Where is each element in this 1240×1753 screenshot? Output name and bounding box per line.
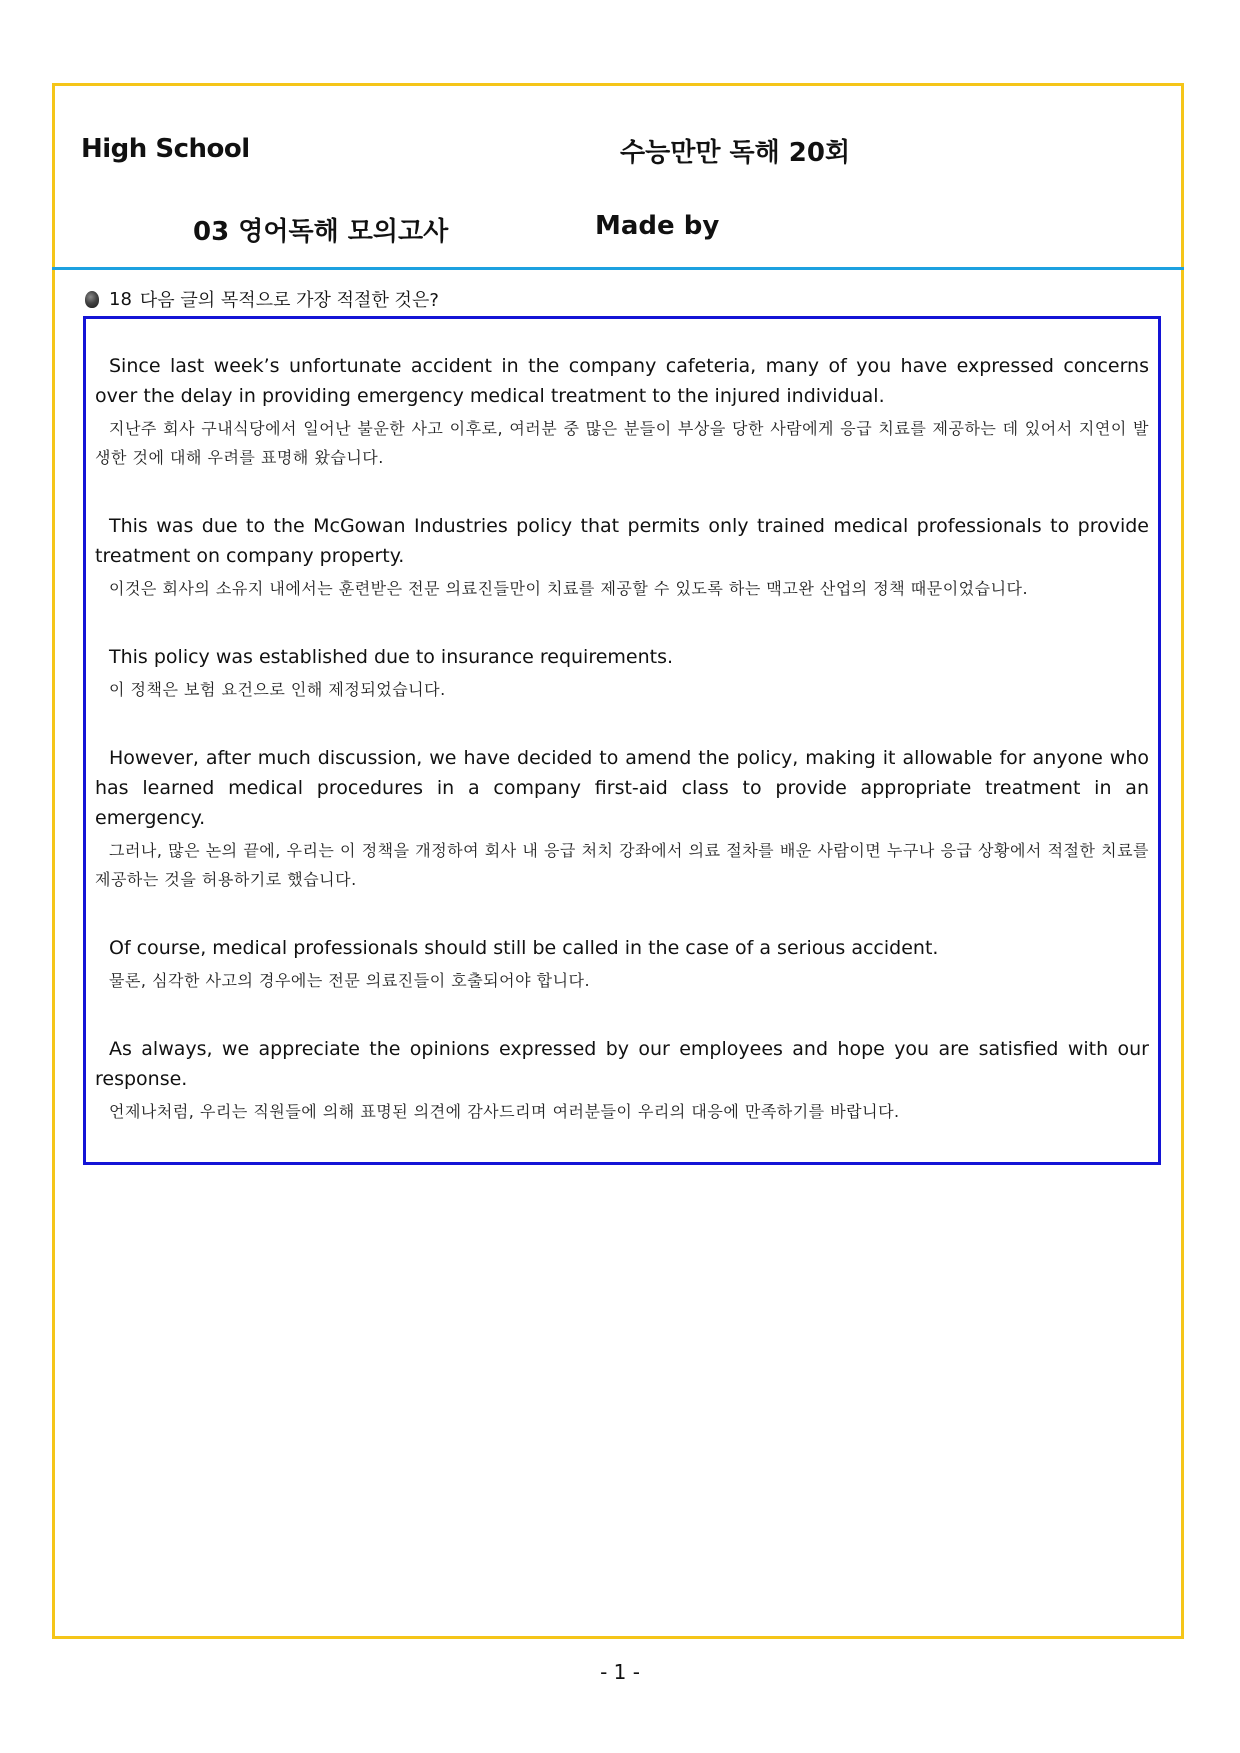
bullet-icon <box>85 291 99 308</box>
korean-translation: 그러나, 많은 논의 끝에, 우리는 이 정책을 개정하여 회사 내 응급 처치 강좌에서 의료 절차를 배운 사람이면 누구나 응급 상황에서 적절한 치료를 제공하는 것을 허용하기로 했습니다. <box>95 841 1149 889</box>
question-prompt: 다음 글의 목적으로 가장 적절한 것은? <box>139 290 439 311</box>
korean-translation: 언제나처럼, 우리는 직원들에 의해 표명된 의견에 감사드리며 여러분들이 우리의 대응에 만족하기를 바랍니다. <box>109 1102 900 1121</box>
question-heading <box>85 286 439 312</box>
english-sentence: This was due to the McGowan Industries policy that permits only trained medical professionals to provide treatment on company property. <box>95 515 1149 567</box>
english-sentence: Since last week’s unfortunate accident in the company cafeteria, many of you have expressed concerns over the delay in providing emergency medical treatment to the injured individual. <box>95 355 1149 407</box>
english-sentence: As always, we appreciate the opinions expressed by our employees and hope you are satisfied with our response. <box>95 1038 1149 1090</box>
passage-paragraph <box>95 511 1149 603</box>
header-divider <box>52 267 1184 270</box>
passage-paragraph <box>95 642 1149 704</box>
question-number: 18 <box>109 288 132 310</box>
subject-title: 03 영어독해 모의고사 <box>193 217 449 247</box>
passage-paragraph <box>95 933 1149 995</box>
exam-title: 수능만만 독해 20회 <box>620 138 851 168</box>
passage-box <box>83 316 1161 1165</box>
page-number: - 1 - <box>600 1660 640 1684</box>
korean-translation: 물론, 심각한 사고의 경우에는 전문 의료진들이 호출되어야 합니다. <box>109 971 591 990</box>
english-sentence: This policy was established due to insurance requirements. <box>109 646 674 668</box>
korean-translation: 이것은 회사의 소유지 내에서는 훈련받은 전문 의료진들만이 치료를 제공할 수 있도록 하는 맥고완 산업의 정책 때문이었습니다. <box>109 579 1029 598</box>
school-name: High School <box>81 134 250 164</box>
korean-translation: 지난주 회사 구내식당에서 일어난 불운한 사고 이후로, 여러분 중 많은 분들이 부상을 당한 사람에게 응급 치료를 제공하는 데 있어서 지연이 발생한 것에 대해 우려를 표명해 왔습니다. <box>95 419 1149 467</box>
korean-translation: 이 정책은 보험 요건으로 인해 제정되었습니다. <box>109 680 446 699</box>
page-frame <box>52 83 1184 1639</box>
passage-paragraph <box>95 743 1149 894</box>
english-sentence: However, after much discussion, we have decided to amend the policy, making it allowable for anyone who has learned medical procedures in a company first-aid class to provide appropriate treatment in an emergency. <box>95 747 1149 829</box>
english-sentence: Of course, medical professionals should still be called in the case of a serious accident. <box>109 937 939 959</box>
made-by-label: Made by <box>595 211 720 241</box>
passage-paragraph <box>95 351 1149 472</box>
passage-paragraph <box>95 1034 1149 1126</box>
